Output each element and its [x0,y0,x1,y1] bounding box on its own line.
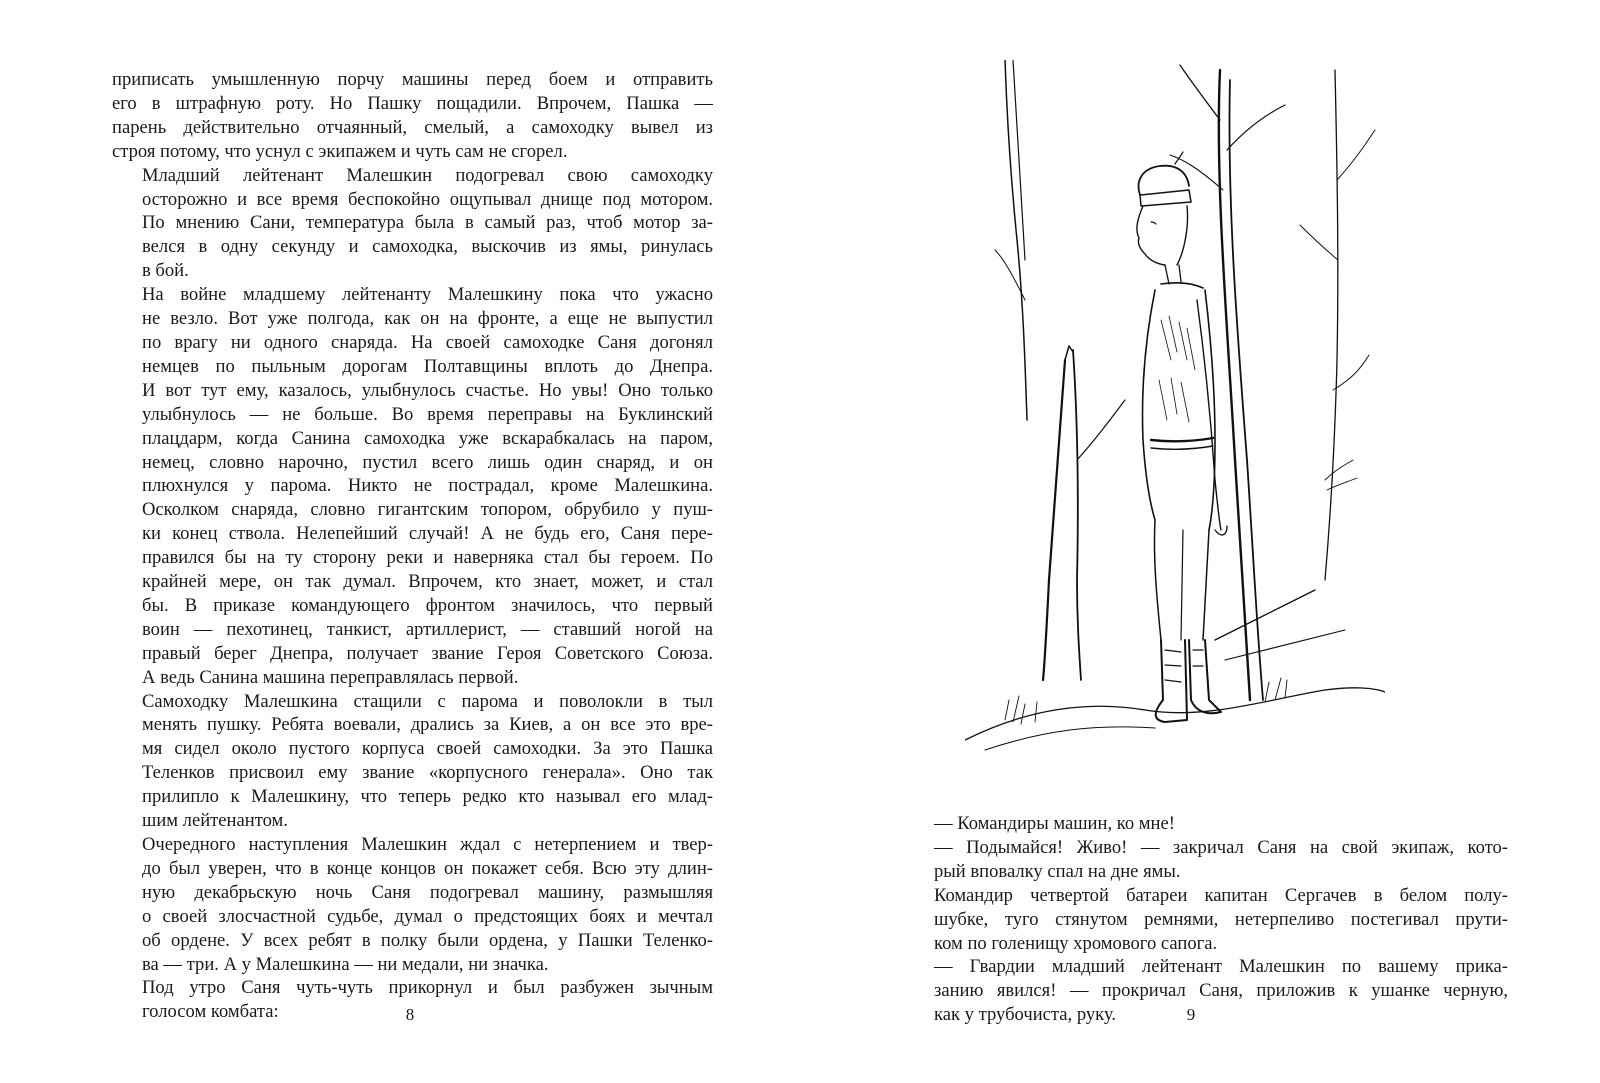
paragraph [112,690,713,833]
text-line: по врагу ни одного снаряда. На своей самоходке Саня догонял [142,331,713,353]
text-line: о своей злосчастной судьбе, думал о предстоящих боях и мечтал [142,905,713,927]
text-line: велся в одну секунду и самоходка, выскочив из ямы, ринулась [142,236,713,258]
paragraph [112,833,713,976]
text-line: Очередного наступления Малешкин ждал с нетерпением и твер- [142,834,713,855]
text-line: немец, словно нарочно, пустил всего лишь один снаряд, и он [142,451,713,473]
text-line: до был уверен, что в конце концов он покажет себя. Всю эту длин- [142,857,713,879]
text-line: об ордене. У всех ребят в полку были ордена, у Пашки Теленко- [142,929,713,951]
text-line: приписать умышленную порчу машины перед боем и отправить [112,69,713,90]
right-page-text [904,812,1508,1027]
text-line: мя сидел около пустого корпуса своей самоходки. За это Пашка [142,738,713,760]
paragraph [112,283,713,689]
text-line: менять пушку. Ребята воевали, дрались за Киев, а он все это вре- [142,714,713,736]
text-line: ком по голенищу хромового сапога. [934,932,1218,954]
paragraph [904,884,1508,956]
paragraph [904,836,1508,884]
text-line: воин — пехотинец, танкист, артиллерист, — ставший ногой на [142,618,713,640]
paragraph [112,164,713,284]
text-line: И вот тут ему, казалось, улыбнулось счастье. Но увы! Оно только [142,379,713,401]
text-line: — Подымайся! Живо! — закричал Саня на свой экипаж, кото- [934,836,1508,858]
paragraph [904,812,1508,836]
text-line: Теленков присвоил ему звание «корпусного генерала». Оно так [142,762,713,784]
text-line: прилипло к Малешкину, что теперь редко кто называл его млад- [142,786,713,808]
text-line: ва — три. А у Малешкина — ни медали, ни значка. [142,953,549,975]
text-line: Осколком снаряда, словно гигантским топором, обрубило у пуш- [142,499,713,521]
text-line: плацдарм, когда Санина самоходка уже вскарабкалась на паром, [142,427,713,449]
text-line: — Командиры машин, ко мне! [934,813,1175,834]
text-line: парень действительно отчаянный, смелый, а самоходку вывел из [112,116,713,138]
text-line: плюхнулся у парома. Никто не пострадал, кроме Малешкина. [142,475,713,497]
text-line: строя потому, что уснул с экипажем и чуть сам не сгорел. [112,140,568,162]
paragraph [112,68,713,164]
text-line: не везло. Вот уже полгода, как он на фронте, а еще не выпустил [142,308,713,330]
text-line: крайней мере, он так думал. Впрочем, кто знает, может, и стал [142,571,713,593]
page-number: 9 [1186,1005,1196,1024]
text-line: ки конец ствола. Нелепейший случай! А не будь его, Саня пере- [142,523,713,545]
text-line: в бой. [142,260,189,282]
text-line: осторожно и все время беспокойно ощупывал днище под мотором. [142,188,713,210]
right-page [800,0,1600,1083]
text-line: По мнению Сани, температура была в самый раз, чтоб мотор за- [142,212,713,234]
text-line: На войне младшему лейтенанту Малешкину пока что ужасно [142,284,713,306]
text-line: шим лейтенантом. [142,810,288,832]
text-line: Под утро Саня чуть-чуть прикорнул и был разбужен зычным [142,977,713,999]
text-line: занию явился! — прокричал Саня, приложив к ушанке черную, [934,980,1508,1002]
text-line: ную декабрьскую ночь Саня подогревал машину, размышляя [142,881,713,903]
text-line: Самоходку Малешкина стащили с парома и поволокли в тыл [142,690,713,712]
soldier-illustration [965,60,1385,760]
page-number: 8 [405,1005,415,1024]
text-line: рый вповалку спал на дне ямы. [934,860,1181,882]
text-line: Командир четвертой батареи капитан Сергачев в белом полу- [934,884,1508,906]
text-line: шубке, туго стянутом ремнями, нетерпеливо постегивал прути- [934,908,1508,930]
text-line: голосом комбата: [142,1001,279,1023]
left-page-text [112,68,713,1024]
text-line: правился бы на ту сторону реки и наверняка стал бы героем. По [142,547,713,569]
text-line: как у трубочиста, руку. [934,1004,1117,1026]
text-line: А ведь Санина машина переправлялась первой. [142,666,519,688]
text-line: улыбнулось — не больше. Во время переправы на Буклинский [142,403,713,425]
text-line: немцев по пыльным дорогам Полтавщины вплоть до Днепра. [142,355,713,377]
text-line: правый берег Днепра, получает звание Героя Советского Союза. [142,642,713,664]
text-line: его в штрафную роту. Но Пашку пощадили. Впрочем, Пашка — [112,92,713,114]
text-line: — Гвардии младший лейтенант Малешкин по вашему прика- [934,956,1508,978]
text-line: бы. В приказе командующего фронтом значилось, что первый [142,594,713,616]
text-line: Младший лейтенант Малешкин подогревал свою самоходку [142,164,713,186]
